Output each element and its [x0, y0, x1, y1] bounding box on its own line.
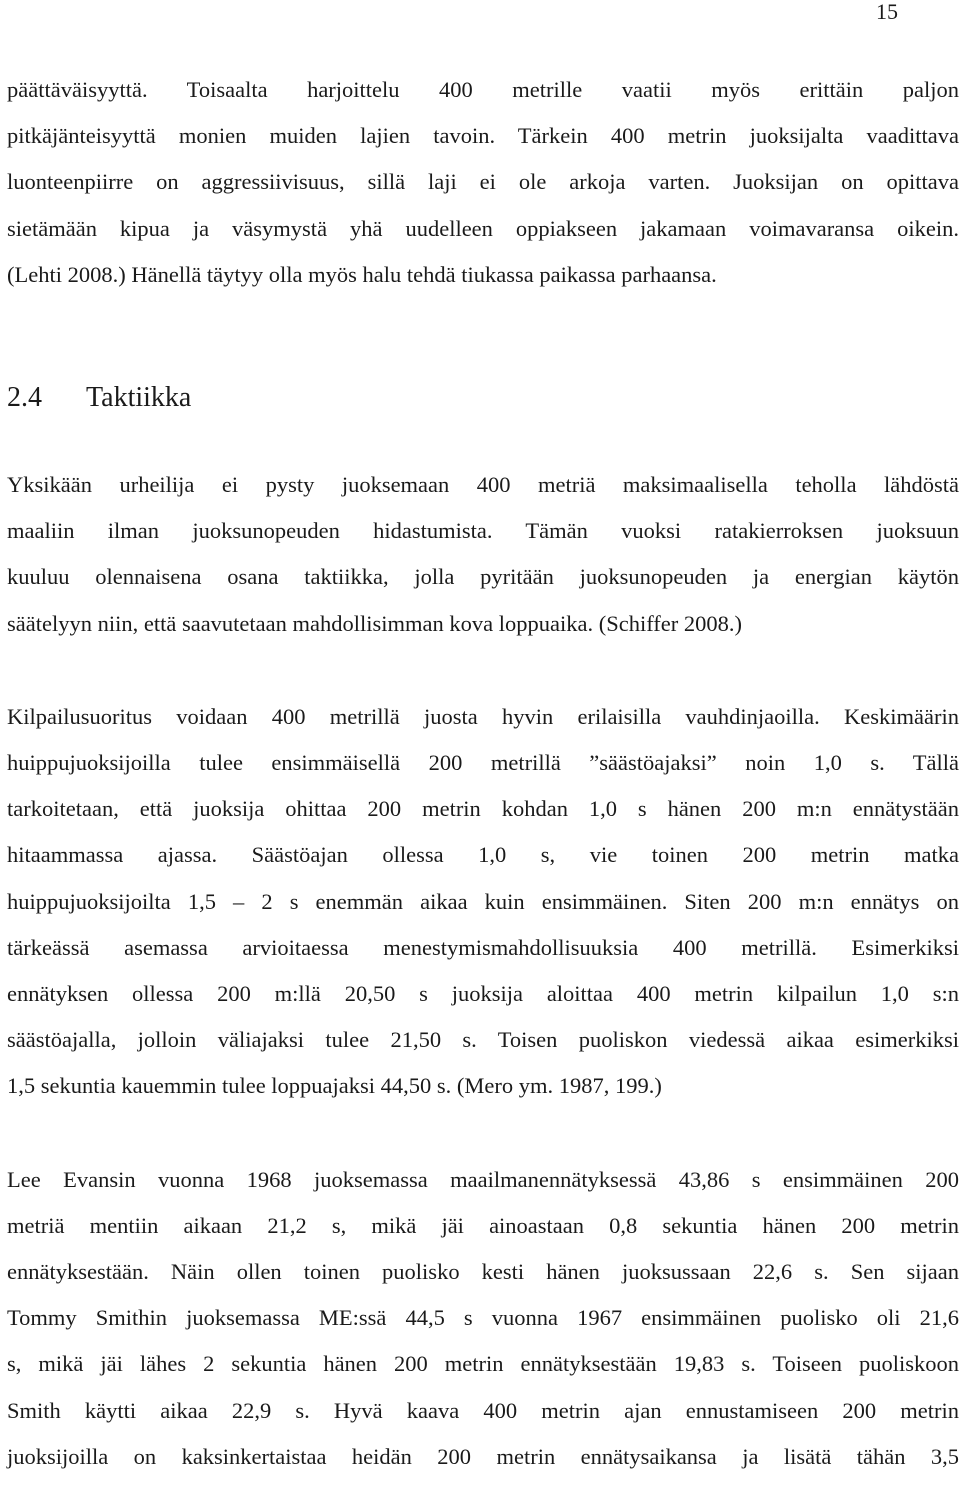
- text-line: (Lehti 2008.) Hänellä täytyy olla myös halu tehdä tiukassa paikassa parhaansa.: [7, 261, 717, 287]
- text-line: tärkeässä asemassa arvioitaessa menestymismahdollisuuksia 400 metrillä. Esimerkiksi: [7, 934, 959, 960]
- section-heading: [7, 381, 959, 415]
- text-line: juoksijoilla on kaksinkertaistaa heidän 200 metrin ennätysaikansa ja lisätä tähän 3,5: [7, 1443, 959, 1469]
- paragraph-tactics: [7, 462, 959, 647]
- text-line: huippujuoksijoilta 1,5 – 2 s enemmän aikaa kuin ensimmäinen. Siten 200 m:n ennätys on: [7, 888, 959, 914]
- text-line: sietämään kipua ja väsymystä yhä uudelleen oppiakseen jakamaan voimavaransa oikein.: [7, 215, 959, 241]
- text-line: ennätyksestään. Näin ollen toinen puolisko kesti hänen juoksussaan 22,6 s. Sen sijaan: [7, 1259, 959, 1285]
- text-line: tarkoitetaan, että juoksija ohittaa 200 metrin kohdan 1,0 s hänen 200 m:n ennätystään: [7, 796, 959, 822]
- text-line: Lee Evansin vuonna 1968 juoksemassa maailmanennätyksessä 43,86 s ensimmäinen 200: [7, 1166, 959, 1192]
- text-line: Kilpailusuoritus voidaan 400 metrillä juosta hyvin erilaisilla vauhdinjaoilla. Keskimäärin: [7, 703, 959, 729]
- text-line: kuuluu olennaisena osana taktiikka, jolla pyritään juoksunopeuden ja energian käytön: [7, 564, 959, 590]
- paragraph-pacing: [7, 694, 959, 1110]
- text-line: pitkäjänteisyyttä monien muiden lajien tavoin. Tärkein 400 metrin juoksijalta vaadittava: [7, 123, 959, 149]
- text-line: säästöajalla, jolloin väliajaksi tulee 21,50 s. Toisen puoliskon viedessä aikaa esimerkiksi: [7, 1027, 959, 1053]
- text-line: hitaammassa ajassa. Säästöajan ollessa 1,0 s, vie toinen 200 metrin matka: [7, 842, 959, 868]
- document-body: [7, 67, 959, 1480]
- text-line: Tommy Smithin juoksemassa ME:ssä 44,5 s vuonna 1967 ensimmäinen puolisko oli 21,6: [7, 1305, 959, 1331]
- section-number: 2.4: [7, 382, 42, 414]
- paragraph-examples: [7, 1157, 959, 1480]
- text-line: metriä mentiin aikaan 21,2 s, mikä jäi ainoastaan 0,8 sekuntia hänen 200 metrin: [7, 1212, 959, 1238]
- text-line: ennätyksen ollessa 200 m:llä 20,50 s juoksija aloittaa 400 metrin kilpailun 1,0 s:n: [7, 981, 959, 1007]
- text-line: säätelyyn niin, että saavutetaan mahdollisimman kova loppuaika. (Schiffer 2008.): [7, 610, 743, 636]
- section-title: Taktiikka: [86, 382, 192, 414]
- text-line: huippujuoksijoilla tulee ensimmäisellä 200 metrillä ”säästöajaksi” noin 1,0 s. Tällä: [7, 750, 959, 776]
- text-line: Yksikään urheilija ei pysty juoksemaan 400 metriä maksimaalisella teholla lähdöstä: [7, 472, 959, 498]
- page-number: 15: [876, 0, 898, 24]
- text-line: luonteenpiirre on aggressiivisuus, sillä laji ei ole arkoja varten. Juoksijan on opittava: [7, 169, 959, 195]
- text-line: Smith käytti aikaa 22,9 s. Hyvä kaava 400 metrin ajan ennustamiseen 200 metrin: [7, 1397, 959, 1423]
- text-line: s, mikä jäi lähes 2 sekuntia hänen 200 metrin ennätyksestään 19,83 s. Toiseen puoliskoon: [7, 1351, 959, 1377]
- text-line: päättäväisyyttä. Toisaalta harjoittelu 400 metrille vaatii myös erittäin paljon: [7, 77, 959, 102]
- text-line: 1,5 sekuntia kauemmin tulee loppuajaksi 44,50 s. (Mero ym. 1987, 199.): [7, 1073, 662, 1099]
- text-line: maaliin ilman juoksunopeuden hidastumista. Tämän vuoksi ratakierroksen juoksuun: [7, 518, 959, 544]
- paragraph-intro: [7, 67, 959, 298]
